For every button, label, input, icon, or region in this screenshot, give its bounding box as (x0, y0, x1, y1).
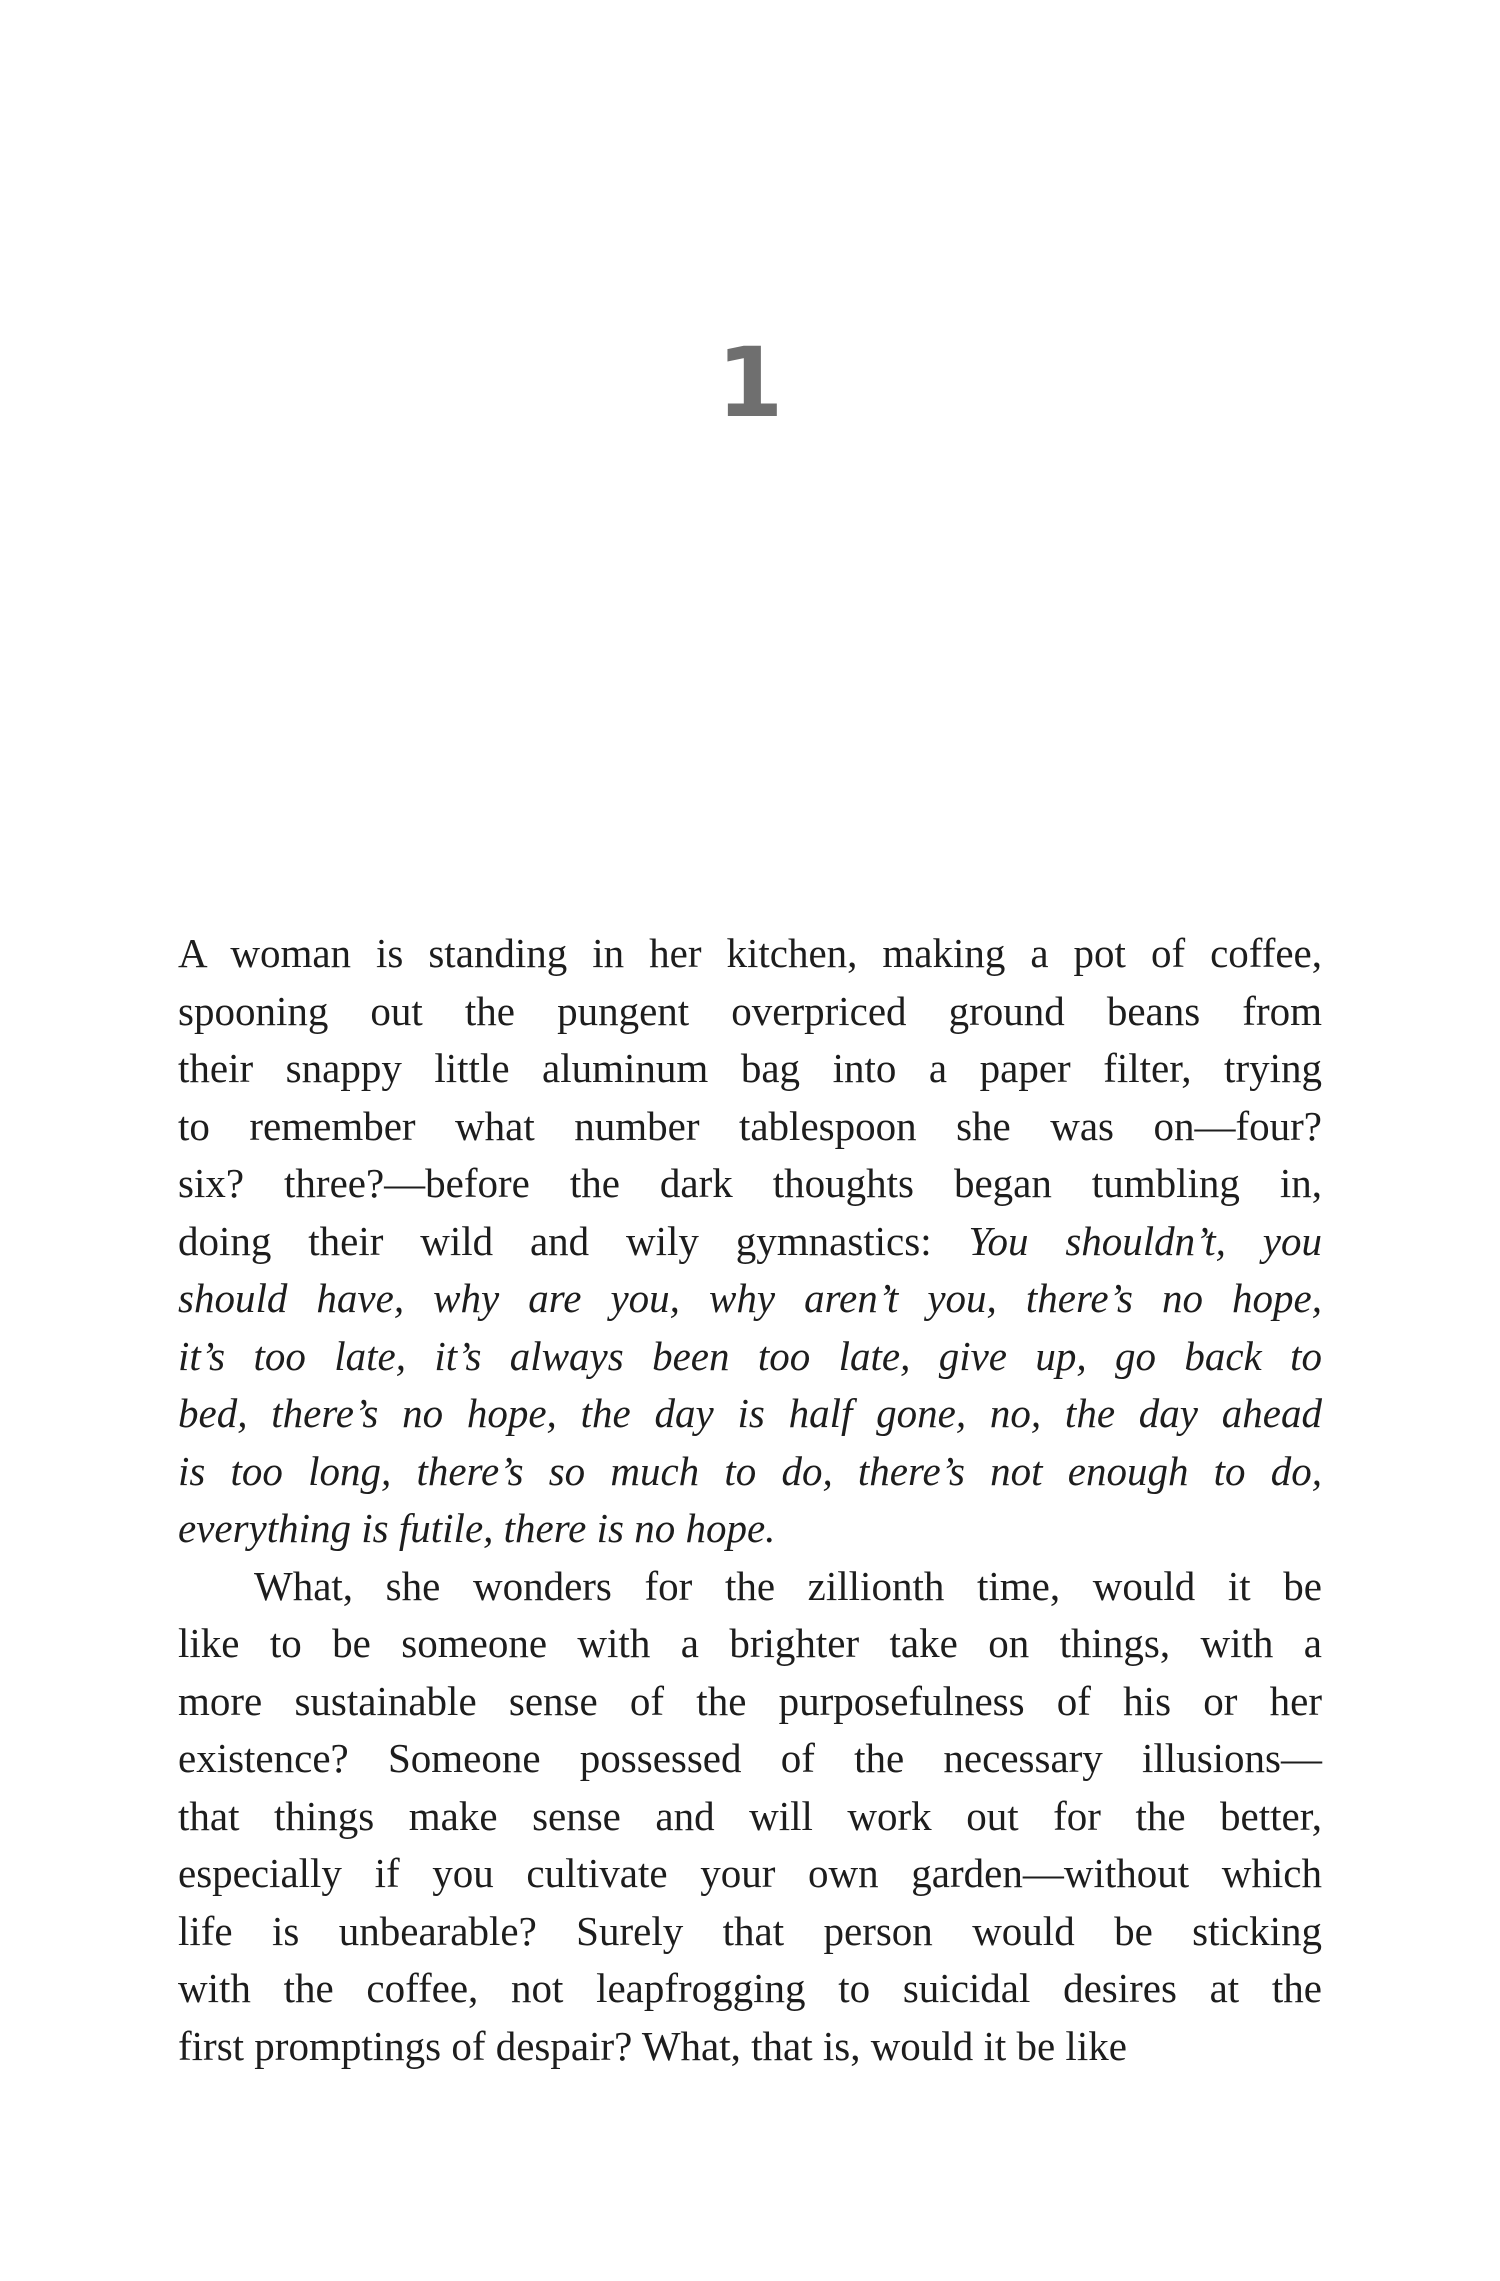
italic-text-run: bed, there’s no hope, the day is half gone, no, the day ahead (178, 1390, 1322, 1436)
text-run: to remember what number tablespoon she was on—four? (178, 1102, 1322, 1149)
text-line (178, 1155, 1322, 1213)
text-line (178, 1500, 1322, 1558)
text-line (178, 1788, 1322, 1846)
text-run: existence? Someone possessed of the necessary illusions— (178, 1735, 1322, 1781)
text-run: doing their wild and wily gymnastics: (178, 1217, 969, 1264)
text-run: What, she wonders for the zillionth time, would it be (254, 1562, 1322, 1609)
body-text (178, 925, 1322, 2075)
text-line (178, 1328, 1322, 1386)
text-run: that things make sense and will work out for the better, (178, 1792, 1322, 1839)
italic-text-run: it’s too late, it’s always been too late, give up, go back to (178, 1332, 1322, 1379)
italic-text-run: everything is futile, there is no hope. (178, 1505, 776, 1551)
text-run: more sustainable sense of the purposefulness of his or her (178, 1677, 1322, 1724)
text-line (178, 1040, 1322, 1098)
text-run: spooning out the pungent overpriced ground beans from (178, 987, 1322, 1034)
text-line (178, 1960, 1322, 2018)
text-run: six? three?—before the dark thoughts began tumbling in, (178, 1160, 1322, 1206)
text-line (178, 1270, 1322, 1328)
italic-text-run: should have, why are you, why aren’t you, there’s no hope, (178, 1275, 1322, 1321)
text-run: like to be someone with a brighter take on things, with a (178, 1620, 1322, 1666)
italic-text-run: is too long, there’s so much to do, there’s not enough to do, (178, 1447, 1322, 1494)
text-line (178, 1615, 1322, 1673)
text-line (178, 1098, 1322, 1156)
text-line (178, 1845, 1322, 1903)
italic-text-run: You shouldn’t, you (968, 1217, 1322, 1264)
text-line (178, 1385, 1322, 1443)
text-run: first promptings of despair? What, that is, would it be like (178, 2022, 1127, 2069)
text-line (178, 2018, 1322, 2076)
text-run: life is unbearable? Surely that person would be sticking (178, 1907, 1322, 1954)
text-line (178, 1558, 1322, 1616)
text-run: A woman is standing in her kitchen, making a pot of coffee, (178, 930, 1322, 976)
chapter-number: 1 (716, 327, 784, 439)
text-line (178, 1443, 1322, 1501)
text-line (178, 925, 1322, 983)
text-run: especially if you cultivate your own garden—without which (178, 1850, 1322, 1896)
text-line (178, 1903, 1322, 1961)
text-run: with the coffee, not leapfrogging to suicidal desires at the (178, 1965, 1322, 2011)
text-line (178, 1213, 1322, 1271)
text-line (178, 1730, 1322, 1788)
text-run: their snappy little aluminum bag into a paper filter, trying (178, 1045, 1322, 1091)
text-line (178, 1673, 1322, 1731)
text-line (178, 983, 1322, 1041)
